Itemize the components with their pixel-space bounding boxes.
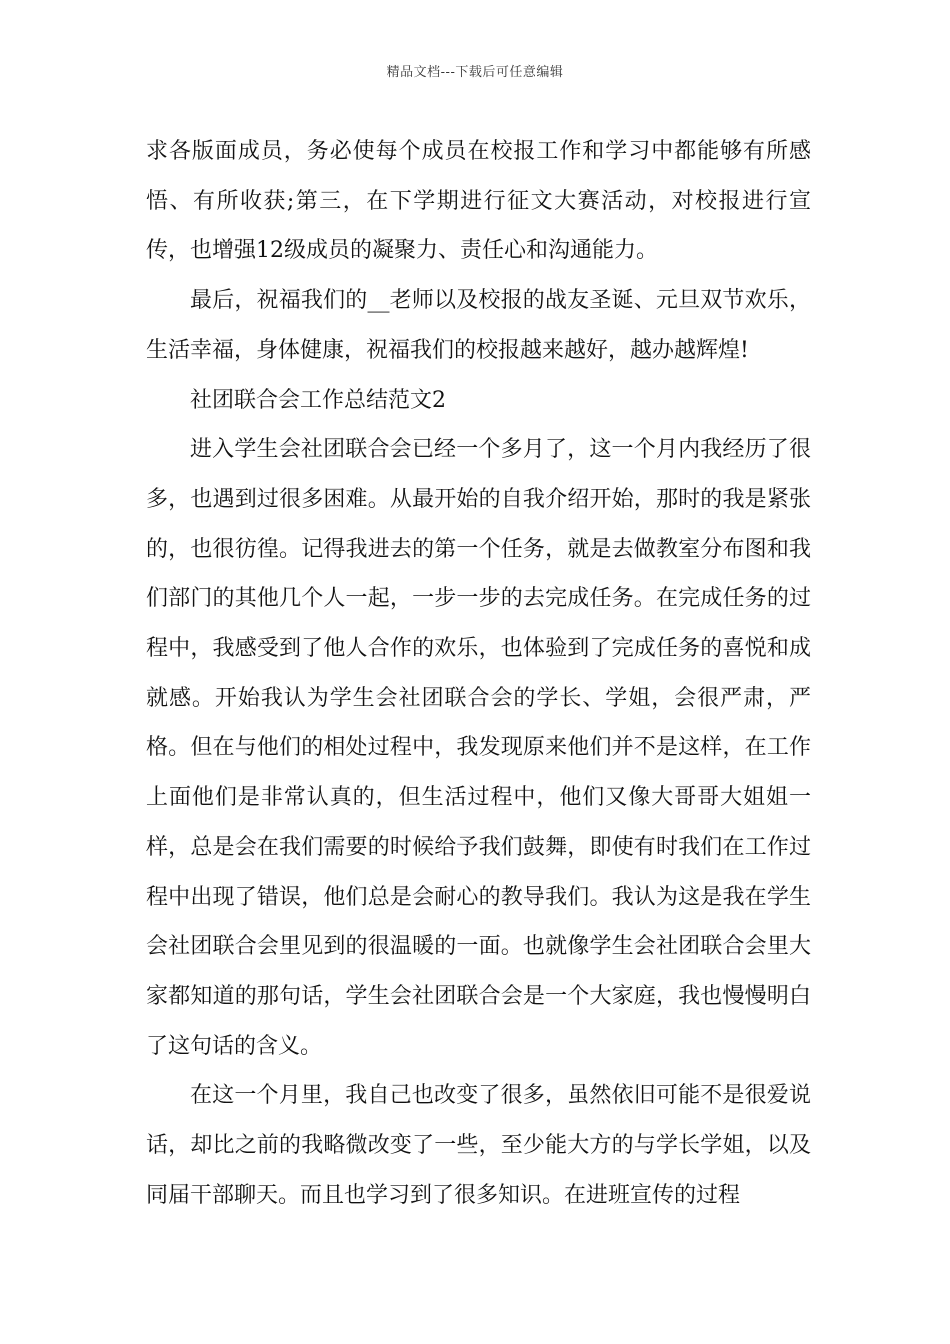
- paragraph-blessing: 最后，祝福我们的__老师以及校报的战友圣诞、元旦双节欢乐，生活幸福，身体健康，祝福我们的校报越来越好，越办越辉煌!: [146, 288, 811, 363]
- paragraph-continuation: 求各版面成员，务必使每个成员在校报工作和学习中都能够有所感悟、有所收获;第三，在下学期进行征文大赛活动，对校报进行宣传，也增强12级成员的凝聚力、责任心和沟通能力。: [146, 139, 811, 264]
- page-header: 精品文档---下载后可任意编辑: [386, 65, 564, 80]
- paragraph-change: 在这一个月里，我自己也改变了很多，虽然依旧可能不是很爱说话，却比之前的我略微改变了一些，至少能大方的与学长学姐，以及同届干部聊天。而且也学习到了很多知识。在进班宣传的过程: [146, 1083, 811, 1208]
- section-title: 社团联合会工作总结范文2: [190, 387, 446, 413]
- document-body: [146, 127, 811, 1220]
- paragraph-experience: 进入学生会社团联合会已经一个多月了，这一个月内我经历了很多，也遇到过很多困难。从最开始的自我介绍开始，那时的我是紧张的，也很彷徨。记得我进去的第一个任务，就是去做教室分布图和我们部门的其他几个人一起，一步一步的去完成任务。在完成任务的过程中，我感受到了他人合作的欢乐，也体验到了完成任务的喜悦和成就感。开始我认为学生会社团联合会的学长、学姐，会很严肃，严格。但在与他们的相处过程中，我发现原来他们并不是这样，在工作上面他们是非常认真的，但生活过程中，他们又像大哥哥大姐姐一样，总是会在我们需要的时候给予我们鼓舞，即使有时我们在工作过程中出现了错误，他们总是会耐心的教导我们。我认为这是我在学生会社团联合会里见到的很温暖的一面。也就像学生会社团联合会里大家都知道的那句话，学生会社团联合会是一个大家庭，我也慢慢明白了这句话的含义。: [146, 437, 811, 1059]
